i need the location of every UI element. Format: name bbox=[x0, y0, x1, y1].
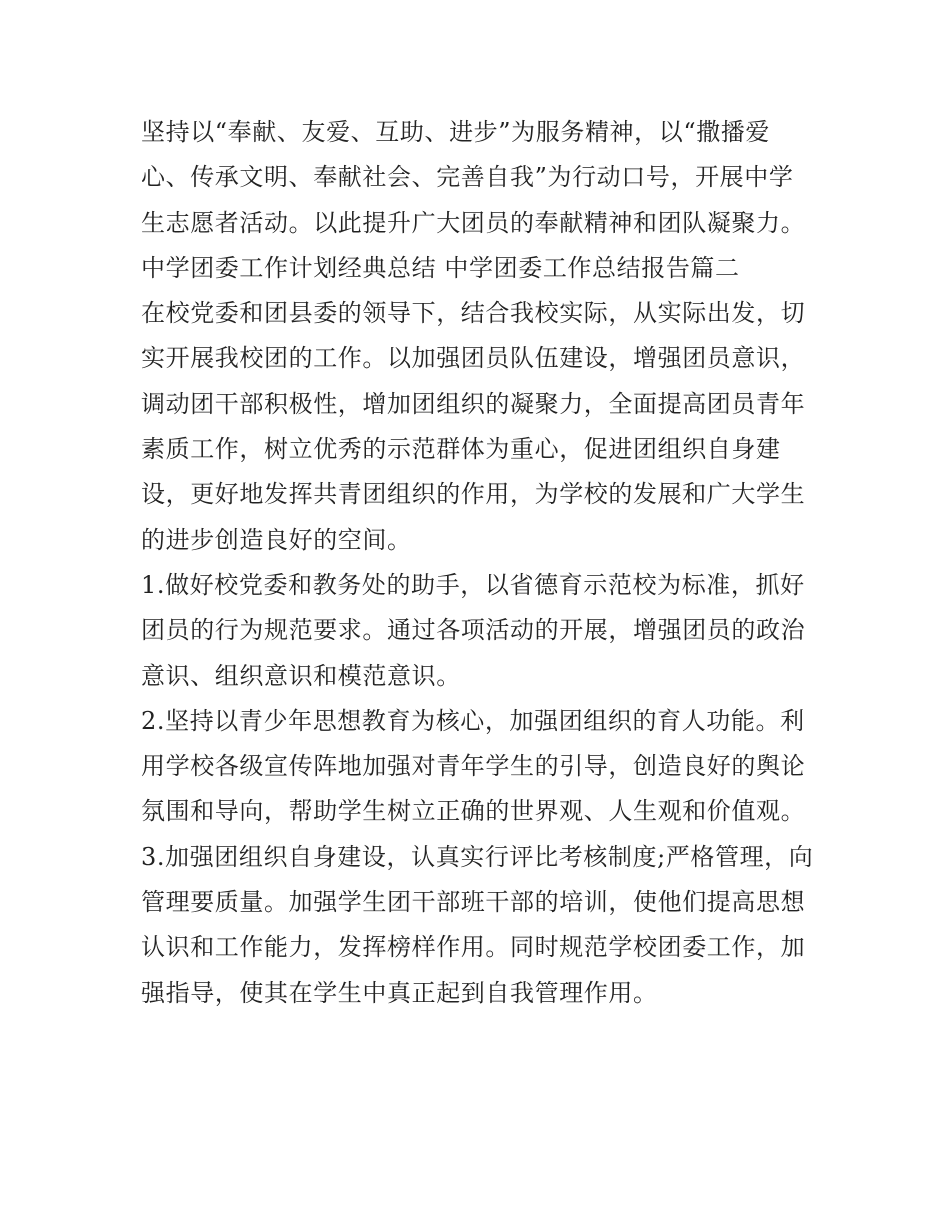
text-line: 在校党委和团县委的领导下，结合我校实际，从实际出发，切 bbox=[141, 299, 806, 328]
list-item-3-line: 3.加强团组织自身建设，认真实行评比考核制度;严格管理，向 bbox=[141, 842, 814, 871]
list-item-3-line: 强指导，使其在学生中真正起到自我管理作用。 bbox=[141, 978, 658, 1007]
document-body bbox=[141, 110, 821, 1016]
list-item-2-line: 用学校各级宣传阵地加强对青年学生的引导，创造良好的舆论 bbox=[141, 752, 806, 781]
list-item-1-line: 团员的行为规范要求。通过各项活动的开展，增强团员的政治 bbox=[141, 616, 806, 645]
text-line: 调动团干部积极性，增加团组织的凝聚力，全面提高团员青年 bbox=[141, 389, 806, 418]
section-heading: 中学团委工作计划经典总结 中学团委工作总结报告篇二 bbox=[141, 253, 740, 282]
text-line: 心、传承文明、奉献社会、完善自我”为行动口号，开展中学 bbox=[141, 163, 794, 192]
text-line: 生志愿者活动。以此提升广大团员的奉献精神和团队凝聚力。 bbox=[141, 208, 806, 237]
list-item-2-line: 2.坚持以青少年思想教育为核心，加强团组织的育人功能。利 bbox=[141, 706, 805, 735]
text-line: 实开展我校团的工作。以加强团员队伍建设，增强团员意识， bbox=[141, 344, 806, 373]
text-line: 坚持以“奉献、友爱、互助、进步”为服务精神，以“撒播爱 bbox=[141, 118, 771, 146]
text-line: 设，更好地发挥共青团组织的作用，为学校的发展和广大学生 bbox=[141, 480, 806, 509]
list-item-3-line: 管理要质量。加强学生团干部班干部的培训，使他们提高思想 bbox=[141, 888, 806, 917]
list-item-1-line: 意识、组织意识和模范意识。 bbox=[141, 661, 461, 690]
text-line: 素质工作，树立优秀的示范群体为重心，促进团组织自身建 bbox=[141, 435, 781, 464]
list-item-1-line: 1.做好校党委和教务处的助手，以省德育示范校为标准，抓好 bbox=[141, 570, 805, 599]
list-item-3-line: 认识和工作能力，发挥榜样作用。同时规范学校团委工作，加 bbox=[141, 933, 806, 962]
text-line: 的进步创造良好的空间。 bbox=[141, 525, 412, 554]
list-item-2-line: 氛围和导向，帮助学生树立正确的世界观、人生观和价值观。 bbox=[141, 797, 806, 826]
